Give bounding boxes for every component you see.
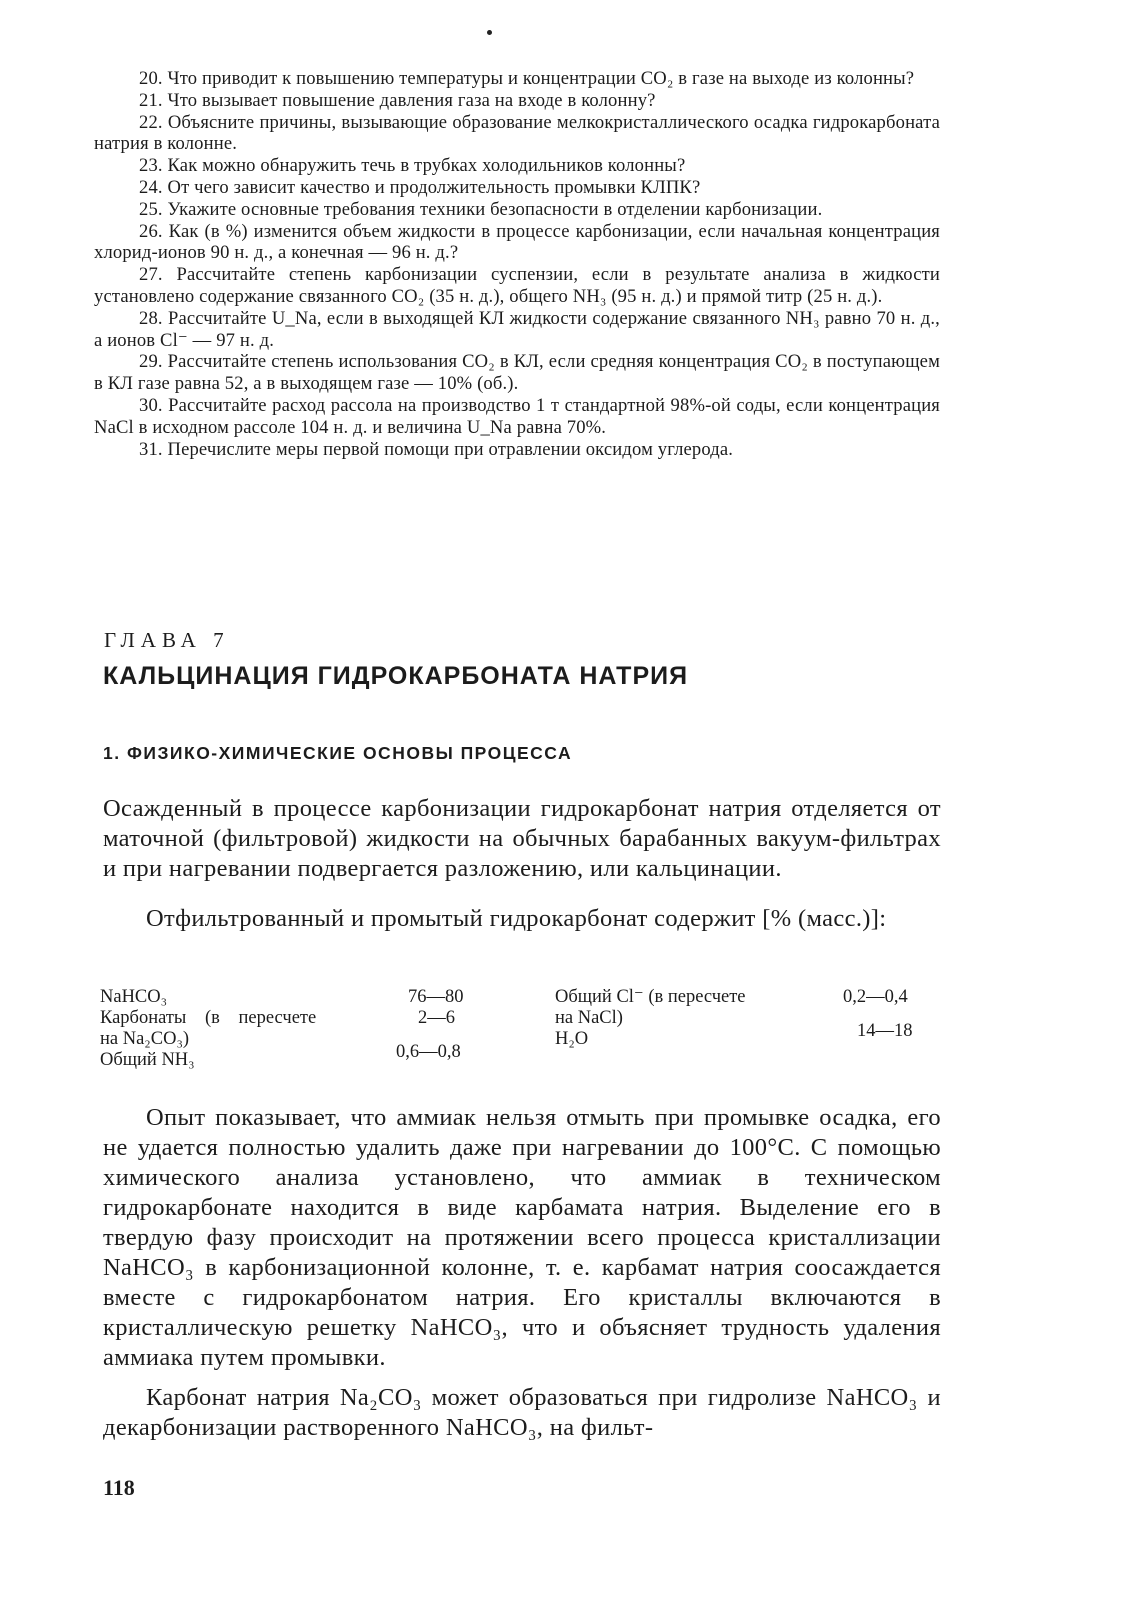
composition-table-right (555, 987, 940, 1050)
chapter-label: ГЛАВА 7 (104, 628, 230, 652)
question-28: 28. Рассчитайте U_Na, если в выходящей КЛ жидкости содержание связанного NH₃ равно 70 н. д., а ионов Cl⁻ — 97 н. д. (94, 307, 940, 351)
question-26: 26. Как (в %) изменится объем жидкости в процессе карбонизации, если начальная концентрация хлорид-ионов 90 н. д., а конечная — 96 н. д.? (94, 220, 940, 264)
composition-name: на Na₂CO₃) (100, 1029, 190, 1049)
question-21: 21. Что вызывает повышение давления газа на входе в колонну? (139, 89, 656, 111)
composition-name: Общий NH₃ (100, 1050, 195, 1070)
composition-value: 14—18 (857, 1021, 913, 1041)
question-24: 24. От чего зависит качество и продолжительность промывки КЛПК? (139, 176, 701, 198)
page-number: 118 (103, 1475, 135, 1500)
composition-name: Общий Cl⁻ (в пересчете (555, 987, 746, 1007)
page-dot-mark (487, 30, 492, 35)
paragraph-carbonate: Карбонат натрия Na₂CO₃ может образоваться при гидролизе NaHCO₃ и декарбонизации растворенного NaHCO₃, на фильт- (103, 1384, 941, 1441)
composition-value: 2—6 (418, 1008, 455, 1028)
paragraph-ammonia: Опыт показывает, что аммиак нельзя отмыть при промывке осадка, его не удается полностью удалить даже при нагревании до 100°С. С помощью химического анализа установлено, что аммиак в техническом гидрокарбонате находится в виде карбамата натрия. Выделение его в твердую фазу происходит на протяжении всего процесса кристаллизации NaHCO₃ в карбонизационной колонне, т. е. карбамат натрия соосаждается вместе с гидрокарбонатом натрия. Его кристаллы включаются в кристаллическую решетку NaHCO₃, что и объясняет трудность удаления аммиака путем промывки. (103, 1104, 941, 1371)
chapter-title: КАЛЬЦИНАЦИЯ ГИДРОКАРБОНАТА НАТРИЯ (103, 662, 689, 690)
composition-name: NaHCO₃ (100, 987, 168, 1007)
section-title: 1. ФИЗИКО-ХИМИЧЕСКИЕ ОСНОВЫ ПРОЦЕССА (103, 743, 573, 763)
composition-row (555, 987, 940, 1008)
question-25: 25. Укажите основные требования техники безопасности в отделении карбонизации. (139, 198, 823, 220)
composition-value: 0,2—0,4 (843, 987, 908, 1007)
question-20: 20. Что приводит к повышению температуры и концентрации CO₂ в газе на выходе из колонны? (139, 68, 915, 89)
composition-name: на NaCl) (555, 1008, 623, 1028)
composition-row (100, 987, 500, 1008)
composition-name: H₂O (555, 1029, 589, 1049)
question-29: 29. Рассчитайте степень использования CO₂ в КЛ, если средняя концентрация CO₂ в поступающем в КЛ газе равна 52, а в выходящем газе — 10% (об.). (94, 351, 940, 395)
composition-row (100, 1008, 500, 1029)
question-23: 23. Как можно обнаружить течь в трубках холодильников колонны? (139, 155, 686, 177)
composition-value: 76—80 (408, 987, 464, 1007)
composition-table-left (100, 987, 500, 1071)
review-questions (94, 68, 940, 460)
question-31: 31. Перечислите меры первой помощи при отравлении оксидом углерода. (139, 438, 734, 460)
question-27: 27. Рассчитайте степень карбонизации суспензии, если в результате анализа в жидкости установлено содержание связанного CO₂ (35 н. д.), общего NH₃ (95 н. д.) и прямой титр (25 н. д.). (94, 264, 940, 307)
question-30: 30. Рассчитайте расход рассола на производство 1 т стандартной 98%-ой соды, если концентрация NaCl в исходном рассоле 104 н. д. и величина U_Na равна 70%. (94, 394, 940, 438)
composition-row (555, 1021, 940, 1050)
paragraph-composition-intro: Отфильтрованный и промытый гидрокарбонат содержит [% (масс.)]: (146, 905, 887, 932)
composition-row (100, 1042, 500, 1071)
composition-value: 0,6—0,8 (396, 1042, 461, 1062)
composition-name: Карбонаты (в пересчете (100, 1008, 317, 1028)
paragraph-intro: Осажденный в процессе карбонизации гидрокарбонат натрия отделяется от маточной (фильтровой) жидкости на обычных барабанных вакуум-фильтрах и при нагревании подвергается разложению, или кальцинации. (103, 795, 941, 882)
question-22: 22. Объясните причины, вызывающие образование мелкокристаллического осадка гидрокарбоната натрия в колонне. (94, 111, 940, 155)
